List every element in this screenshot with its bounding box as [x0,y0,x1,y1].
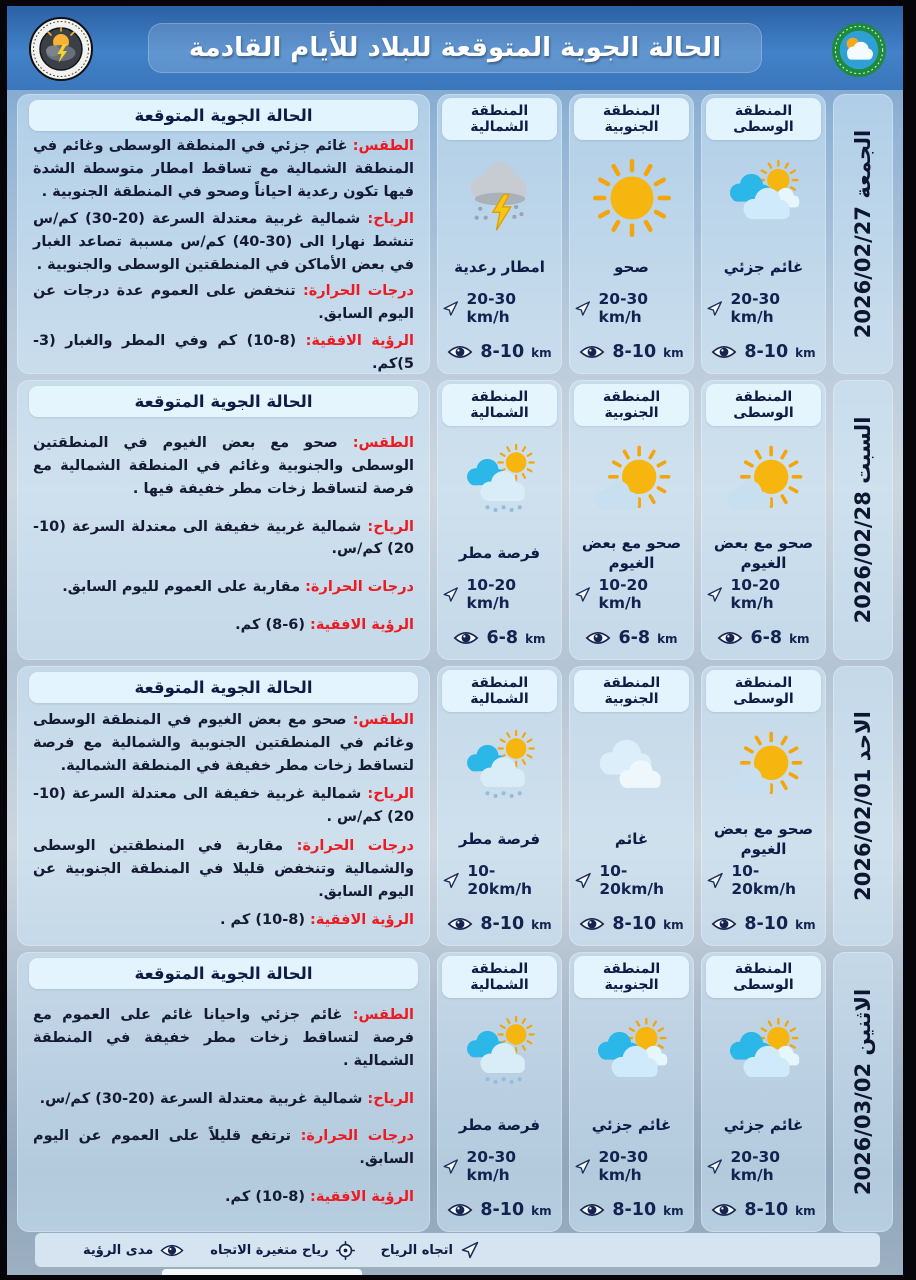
eye-icon [711,344,737,360]
region-name: المنطقة الشمالية [442,956,557,998]
wind-metric [706,1148,821,1184]
wind-metric [706,862,821,898]
condition-label: صحو [614,257,649,276]
condition-label: صحو مع بعض الغيوم [581,533,682,572]
details-weather-text: غائم جزئي في المنطقة الوسطى وغائم في المنطقة الشمالية مع تساقط امطار متوسطة الشدة فيها تكون رعدية احياناً وصحو في المنطقة الجنوبية . [33,138,414,200]
wind-value: 20-30 km/h [730,1148,781,1184]
wind-direction-icon [574,299,592,318]
visibility-value: 8-10 [480,914,525,934]
cloudy-icon [589,724,675,816]
region-name: المنطقة الجنوبية [574,670,689,712]
legend-wind-direction [381,1240,480,1260]
legend-variable-wind-label: رياح متغيرة الاتجاه [210,1242,329,1258]
region-card [701,666,826,946]
visibility-value: 8-10 [480,1200,525,1220]
details-text [27,989,420,1222]
header-band [7,6,903,90]
visibility-value: 6-8 [618,628,651,648]
visibility-metric [447,1200,551,1220]
details-visibility-label: الرؤية الافقية: [310,912,414,929]
eye-icon [447,344,473,360]
details-weather-label: الطقس: [352,434,414,451]
region-card [569,94,694,374]
visibility-unit: km [531,346,552,360]
wind-metric [574,1148,689,1184]
wind-direction-icon [442,1157,460,1176]
wind-metric [574,290,689,326]
details-visibility-label: الرؤية الافقية: [305,333,414,350]
condition-label: صحو مع بعض الغيوم [713,533,814,572]
visibility-unit: km [663,346,684,360]
details-text [27,703,420,936]
details-weather-label: الطقس: [352,711,414,728]
temperature-line [33,576,414,599]
wind-value: 10-20 km/h [598,576,649,612]
region-name: المنطقة الشمالية [442,384,557,426]
details-weather-label: الطقس: [352,138,414,154]
details-wind-text: شمالية غربية خفيفة الى معتدلة السرعة (10-20) كم/س . [33,786,414,826]
region-card [701,94,826,374]
date-label: الاثنين 2026/03/02 [851,988,875,1196]
eye-icon [160,1243,184,1258]
eye-icon [711,916,737,932]
details-temperature-text: ترتفع قليلاً على العموم عن اليوم السابق. [33,1128,414,1168]
wind-metric [706,290,821,326]
condition-label: فرصة مطر [458,543,541,562]
condition-label: غائم جزئي [591,1115,672,1134]
wind-metric [442,290,557,326]
details-temperature-label: درجات الحرارة: [302,283,414,300]
legend-variable-wind [210,1241,354,1260]
weather-line [33,432,414,501]
details-header: الحالة الجوية المتوقعة [29,958,418,989]
visibility-metric [447,914,551,934]
temperature-line [33,835,414,904]
region-card [437,380,562,660]
visibility-metric [447,342,551,362]
eye-icon [453,630,479,646]
region-name: المنطقة الوسطى [706,956,821,998]
details-temperature-label: درجات الحرارة: [305,579,414,596]
visibility-line [33,1186,414,1209]
details-temperature-label: درجات الحرارة: [296,837,414,854]
visibility-value: 8-10 [612,914,657,934]
details-weather-text: صحو مع بعض الغيوم في المنطقة الوسطى وغائم في المنطقتين الجنوبية والشمالية مع فرصة لتساقط زخات مطر خفيفة في المنطقة الشمالية. [33,711,414,774]
wind-direction-icon [706,585,724,604]
details-card [17,380,430,660]
temperature-line [33,1125,414,1171]
details-text [27,417,420,650]
wind-direction-icon [706,299,724,318]
visibility-value: 8-10 [612,1200,657,1220]
visibility-metric [453,628,545,648]
visibility-unit: km [531,918,552,932]
wind-direction-icon [442,585,460,604]
visibility-metric [711,1200,815,1220]
wind-value: 10-20 km/h [466,576,517,612]
visibility-value: 6-8 [486,628,519,648]
condition-label: غائم [614,829,649,848]
weather-line [33,709,414,778]
day-row [17,94,893,374]
details-visibility-label: الرؤية الافقية: [310,617,414,634]
region-card [437,952,562,1232]
visibility-metric [711,914,815,934]
weather-line [33,135,414,204]
forecast-rows [17,94,893,1232]
wind-line [33,516,414,562]
region-card [437,94,562,374]
wind-value: 20-30 km/h [466,290,517,326]
visibility-value: 8-10 [744,342,789,362]
legend [83,1233,480,1267]
details-wind-text: شمالية غربية معتدلة السرعة (20-30) كم/س تنشط نهارا الى (30-40) كم/س مسببة تصاعد الغبار في بعض الأماكن في المنطقتين الوسطى والجنوبية . [33,210,414,273]
day-row [17,666,893,946]
partly-cloudy-icon [721,152,807,244]
region-name: المنطقة الجنوبية [574,384,689,426]
details-weather-text: غائم جزئي واحيانا غائم على العموم مع فرصة لتساقط زخات مطر خفيفة في المنطقة الشمالية . [33,1006,414,1069]
sunny-icon [589,152,675,244]
eye-icon [579,344,605,360]
visibility-unit: km [663,918,684,932]
sun-some-clouds-icon [721,724,807,816]
visibility-value: 6-8 [750,628,783,648]
region-card [437,666,562,946]
details-card [17,666,430,946]
wind-direction-icon [574,1157,592,1176]
region-card [701,952,826,1232]
date-label: الجمعة 2026/02/27 [851,129,875,339]
details-wind-label: الرياح: [367,1090,414,1107]
details-wind-label: الرياح: [367,518,414,535]
legend-wind-direction-label: اتجاه الرياح [380,1242,453,1258]
wind-direction-icon [442,299,460,318]
wind-value: 10-20km/h [731,862,797,898]
date-label: السبت 2026/02/28 [851,416,875,624]
wind-value: 10-20km/h [467,862,533,898]
eye-icon [579,916,605,932]
region-name: المنطقة الشمالية [442,670,557,712]
visibility-value: 8-10 [480,342,525,362]
details-visibility-label: الرؤية الافقية: [310,1189,414,1206]
wind-direction-icon [442,871,460,890]
visibility-metric [717,628,809,648]
legend-bar [35,1233,880,1267]
wind-value: 10-20 km/h [730,576,781,612]
visibility-metric [579,1200,683,1220]
wind-line [33,1088,414,1111]
details-text [27,131,420,374]
wind-metric [574,862,689,898]
details-weather-label: الطقس: [352,1006,414,1023]
visibility-unit: km [789,632,810,646]
visibility-line [33,909,414,932]
region-name: المنطقة الجنوبية [574,98,689,140]
details-wind-text: شمالية غربية خفيفة الى معتدلة السرعة (10-20) كم/س. [33,518,414,558]
details-visibility-text: (8-10) كم. [225,1189,305,1206]
condition-label: امطار رعدية [454,257,545,276]
visibility-metric [579,914,683,934]
details-wind-label: الرياح: [367,786,414,803]
date-card [833,666,893,946]
wind-direction-icon [460,1240,480,1260]
variable-wind-icon [336,1241,355,1260]
wind-direction-icon [574,585,592,604]
visibility-unit: km [663,1204,684,1218]
eye-icon [711,1202,737,1218]
weather-line [33,1004,414,1073]
date-card [833,94,893,374]
weather-forecasting-dept-logo-icon [29,17,93,85]
visibility-unit: km [795,1204,816,1218]
sun-some-clouds-icon [589,438,675,530]
wind-value: 10-20km/h [599,862,665,898]
region-card [569,380,694,660]
wind-metric [442,576,557,612]
region-name: المنطقة الشمالية [442,98,557,140]
chance-rain-icon [457,1010,543,1102]
temperature-line [33,280,414,326]
details-header: الحالة الجوية المتوقعة [29,672,418,703]
visibility-metric [585,628,677,648]
region-name: المنطقة الجنوبية [574,956,689,998]
visibility-unit: km [795,346,816,360]
details-temperature-label: درجات الحرارة: [300,1128,414,1145]
wind-metric [574,576,689,612]
eye-icon [447,916,473,932]
wind-line [33,783,414,829]
region-card [569,952,694,1232]
partly-cloudy-icon [721,1010,807,1102]
details-temperature-text: مقاربة على العموم لليوم السابق. [62,579,301,596]
visibility-metric [579,342,683,362]
eye-icon [579,1202,605,1218]
visibility-unit: km [525,632,546,646]
wind-metric [442,1148,557,1184]
page-title: الحالة الجوية المتوقعة للبلاد للأيام القادمة [148,23,762,73]
visibility-unit: km [795,918,816,932]
wind-metric [706,576,821,612]
visibility-value: 8-10 [744,914,789,934]
cutoff-panel [162,1269,362,1275]
wind-line [33,208,414,277]
chance-rain-icon [457,438,543,530]
region-card [701,380,826,660]
eye-icon [717,630,743,646]
date-card [833,380,893,660]
region-name: المنطقة الوسطى [706,670,821,712]
region-card [569,666,694,946]
thunderstorm-icon [457,152,543,244]
meteorological-organization-logo-icon [831,22,887,82]
details-card [17,94,430,374]
wind-direction-icon [706,871,724,890]
visibility-line [33,330,414,374]
details-weather-text: صحو مع بعض الغيوم في المنطقتين الوسطى والجنوبية وغائم في المنطقة الشمالية مع فرصة لتساقط زخات مطر خفيفة فيها . [33,434,414,497]
wind-metric [442,862,557,898]
wind-value: 20-30 km/h [598,290,649,326]
condition-label: فرصة مطر [458,829,541,848]
eye-icon [447,1202,473,1218]
details-wind-text: شمالية غربية معتدلة السرعة (20-30) كم/س. [39,1090,363,1107]
eye-icon [585,630,611,646]
wind-value: 20-30 km/h [730,290,781,326]
legend-visibility [83,1243,184,1258]
wind-direction-icon [706,1157,724,1176]
visibility-metric [711,342,815,362]
visibility-value: 8-10 [744,1200,789,1220]
region-name: المنطقة الوسطى [706,98,821,140]
details-card [17,952,430,1232]
details-visibility-text: (8-10) كم وفي المطر والغبار (3-5)كم. [33,333,414,373]
sun-some-clouds-icon [721,438,807,530]
condition-label: صحو مع بعض الغيوم [713,819,814,858]
wind-value: 20-30 km/h [466,1148,517,1184]
visibility-line [33,614,414,637]
details-header: الحالة الجوية المتوقعة [29,100,418,131]
visibility-value: 8-10 [612,342,657,362]
condition-label: فرصة مطر [458,1115,541,1134]
visibility-unit: km [531,1204,552,1218]
date-card [833,952,893,1232]
condition-label: غائم جزئي [723,257,804,276]
details-temperature-text: تنخفض على العموم عدة درجات عن اليوم السابق. [33,283,414,323]
day-row [17,952,893,1232]
chance-rain-icon [457,724,543,816]
region-name: المنطقة الوسطى [706,384,821,426]
details-temperature-text: مقاربة في المنطقتين الوسطى والشمالية وتنخفض قليلا في المنطقة الجنوبية عن اليوم السابق. [33,837,414,900]
details-visibility-text: (8-10) كم . [219,912,305,929]
details-wind-label: الرياح: [367,210,414,227]
visibility-unit: km [657,632,678,646]
date-label: الاحد 2026/02/01 [851,711,875,901]
day-row [17,380,893,660]
wind-direction-icon [574,871,592,890]
details-header: الحالة الجوية المتوقعة [29,386,418,417]
partly-cloudy-icon [589,1010,675,1102]
condition-label: غائم جزئي [723,1115,804,1134]
details-visibility-text: (6-8) كم. [235,617,305,634]
wind-value: 20-30 km/h [598,1148,649,1184]
legend-visibility-label: مدى الرؤية [82,1242,154,1258]
